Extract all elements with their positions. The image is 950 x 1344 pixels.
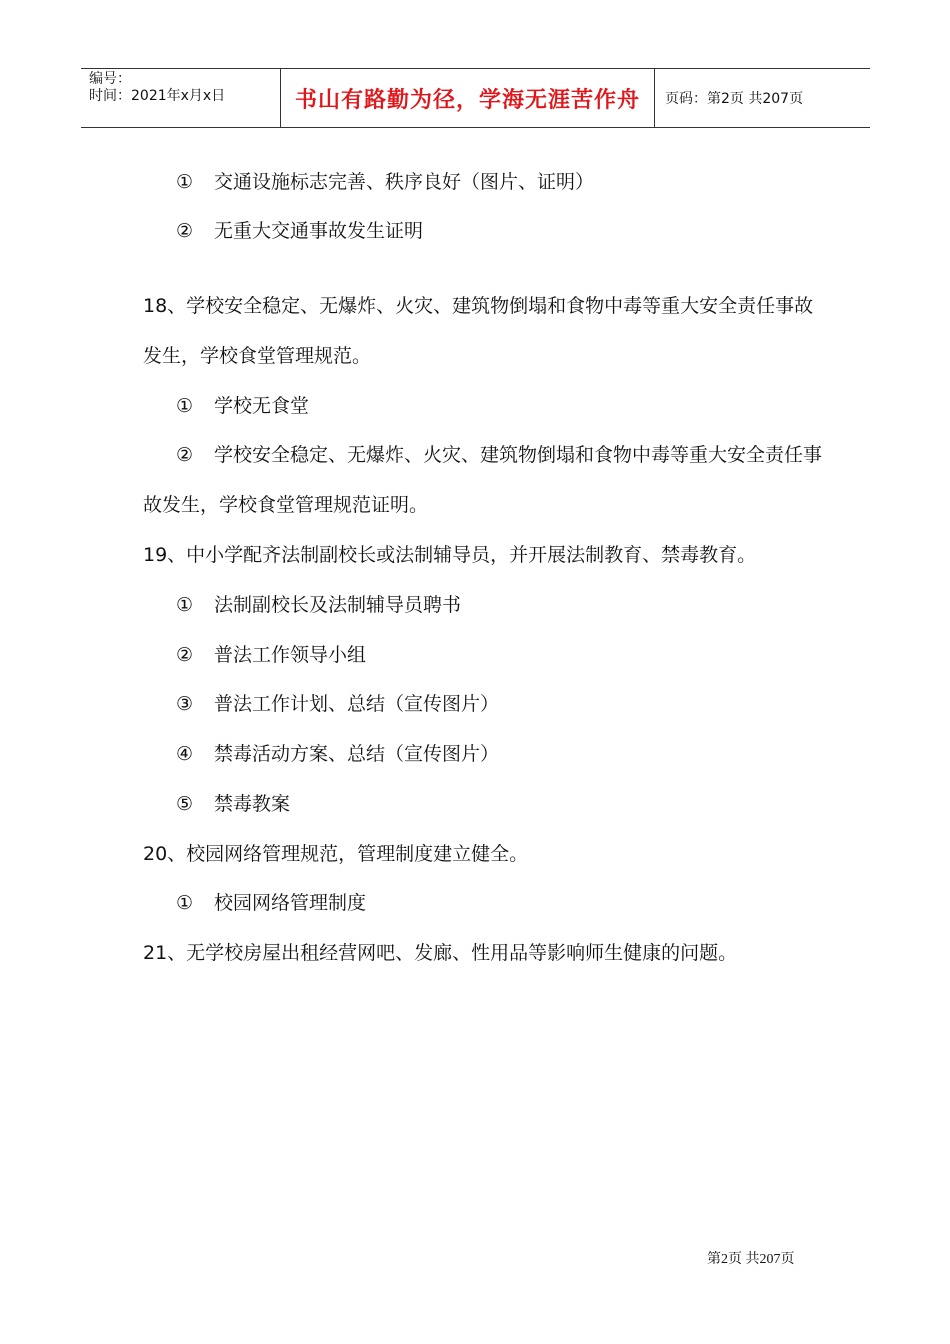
list-item xyxy=(176,443,822,467)
item-text: 交通设施标志完善、秩序良好（图片、证明） xyxy=(214,171,595,193)
item-number: ③ xyxy=(176,693,194,715)
item-number: ② xyxy=(176,444,194,466)
list-item xyxy=(176,643,366,667)
header-page-number: 页码：第2页 共207页 xyxy=(665,91,804,107)
list-item-cont: 故发生，学校食堂管理规范证明。 xyxy=(143,494,429,516)
list-item xyxy=(176,891,366,915)
item-number: ① xyxy=(176,892,194,914)
item-number: ② xyxy=(176,220,194,242)
item-text: 校园网络管理制度 xyxy=(214,892,367,914)
list-item xyxy=(176,394,309,418)
document-time-label: 时间：2021年x月x日 xyxy=(89,88,226,104)
item-text: 学校安全稳定、无爆炸、火灾、建筑物倒塌和食物中毒等重大安全责任事 xyxy=(214,444,823,466)
list-item xyxy=(176,593,461,617)
list-item xyxy=(176,742,499,766)
section-heading-18-cont: 发生，学校食堂管理规范。 xyxy=(143,345,372,367)
document-number-label: 编号： xyxy=(89,71,131,87)
item-number: ⑤ xyxy=(176,793,194,815)
header-motto: 书山有路勤为径，学海无涯苦作舟 xyxy=(294,87,640,113)
list-item xyxy=(176,692,499,716)
section-heading-20: 20、校园网络管理规范，管理制度建立健全。 xyxy=(143,843,529,865)
page-header xyxy=(81,68,870,128)
header-page-cell xyxy=(655,69,870,127)
section-heading-18: 18、学校安全稳定、无爆炸、火灾、建筑物倒塌和食物中毒等重大安全责任事故 xyxy=(143,295,814,317)
list-item xyxy=(176,792,290,816)
item-text: 无重大交通事故发生证明 xyxy=(214,220,424,242)
item-number: ④ xyxy=(176,743,194,765)
list-item xyxy=(176,170,594,194)
item-text: 禁毒教案 xyxy=(214,793,291,815)
item-text: 学校无食堂 xyxy=(214,395,310,417)
item-number: ① xyxy=(176,171,194,193)
item-text: 普法工作领导小组 xyxy=(214,644,367,666)
header-motto-cell xyxy=(281,69,655,127)
header-info-cell xyxy=(81,69,281,127)
list-item xyxy=(176,219,423,243)
item-text: 法制副校长及法制辅导员聘书 xyxy=(214,594,462,616)
item-number: ① xyxy=(176,594,194,616)
item-number: ② xyxy=(176,644,194,666)
item-text: 普法工作计划、总结（宣传图片） xyxy=(214,693,500,715)
item-text: 禁毒活动方案、总结（宣传图片） xyxy=(214,743,500,765)
item-number: ① xyxy=(176,395,194,417)
section-heading-19: 19、中小学配齐法制副校长或法制辅导员，并开展法制教育、禁毒教育。 xyxy=(143,544,757,566)
page-footer: 第2页 共207页 xyxy=(707,1252,795,1267)
section-heading-21: 21、无学校房屋出租经营网吧、发廊、性用品等影响师生健康的问题。 xyxy=(143,942,738,964)
